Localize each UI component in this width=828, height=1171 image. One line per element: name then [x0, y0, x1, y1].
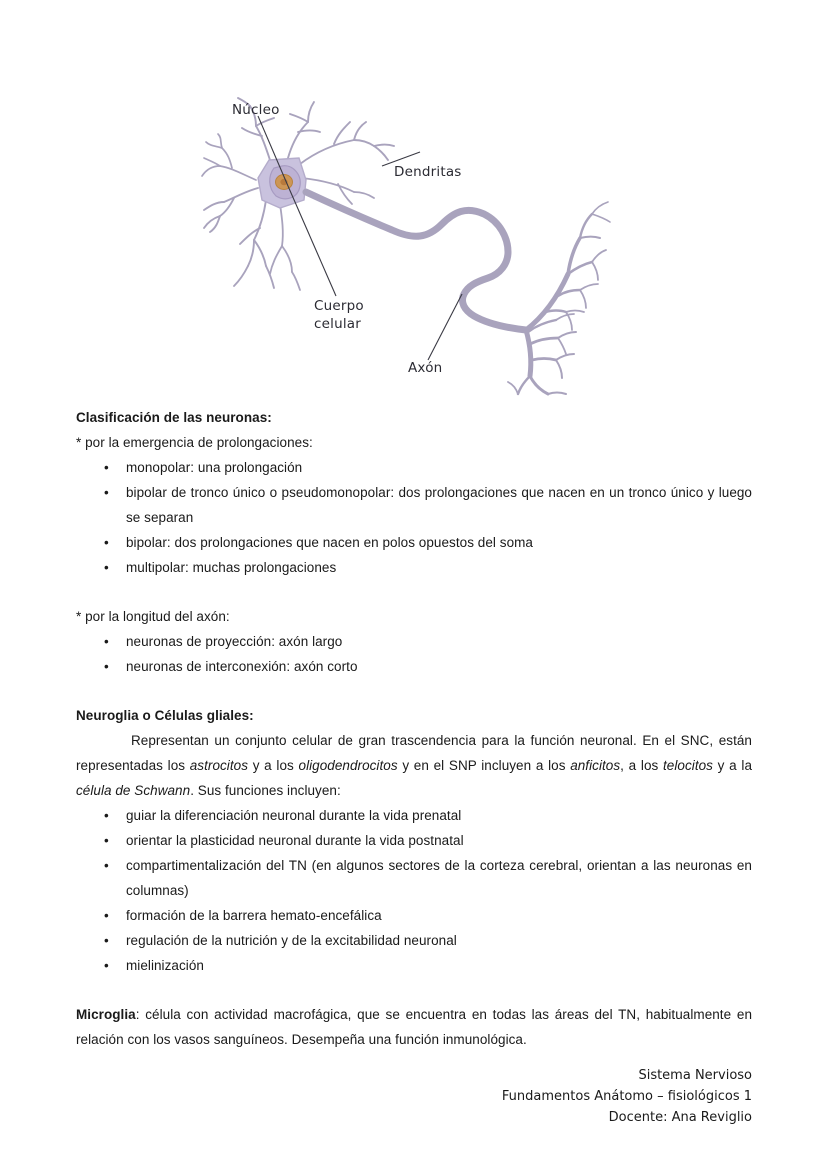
- paragraph-microglia: [76, 1002, 752, 1052]
- leader-line-axon: [428, 294, 462, 360]
- list-item: [76, 629, 752, 654]
- list-item-text: regulación de la nutrición y de la excitabilidad neuronal: [126, 933, 457, 948]
- bullet-glyph: •: [104, 858, 109, 873]
- document-body: [76, 405, 752, 1052]
- bullet-list-emergencia: [76, 455, 752, 580]
- bullet-list-longitud: [76, 629, 752, 679]
- bullet-glyph: •: [104, 659, 109, 674]
- paragraph-part: y a los: [248, 758, 299, 773]
- list-item-text: monopolar: una prolongación: [126, 460, 303, 475]
- paragraph-part: Representan un conjunto celular de gran trascendencia para la función neuronal. En el SNC, están representadas los: [76, 733, 752, 773]
- list-item-text: orientar la plasticidad neuronal durante la vida postnatal: [126, 833, 464, 848]
- list-item: [76, 903, 752, 928]
- subheading-longitud-axon: * por la longitud del axón:: [76, 609, 230, 624]
- paragraph-part: , a los: [620, 758, 663, 773]
- paragraph-part: y en el SNP incluyen a los: [397, 758, 571, 773]
- bullet-list-funciones-gliales: [76, 803, 752, 978]
- list-item-text: neuronas de interconexión: axón corto: [126, 659, 358, 674]
- list-item-text: formación de la barrera hemato-encefálica: [126, 908, 382, 923]
- term-anficitos: anficitos: [570, 758, 621, 773]
- spacer: [76, 679, 752, 703]
- list-item: [76, 803, 752, 828]
- list-item: [76, 480, 752, 530]
- list-item-text: guiar la diferenciación neuronal durante la vida prenatal: [126, 808, 462, 823]
- list-item: [76, 928, 752, 953]
- list-item: [76, 828, 752, 853]
- spacer: [76, 580, 752, 604]
- paragraph-part: : célula con actividad macrofágica, que se encuentra en todas las áreas del TN, habitualmente en relación con los vasos sanguíneos. Desempeña una función inmunológica.: [76, 1007, 752, 1047]
- figure-label-axon: Axón: [408, 360, 443, 376]
- list-item: [76, 530, 752, 555]
- page-footer: [332, 1065, 752, 1128]
- bullet-glyph: •: [104, 634, 109, 649]
- paragraph-part: . Sus funciones incluyen:: [190, 783, 341, 798]
- figure-label-dendrites: Dendritas: [394, 164, 462, 180]
- neuron-illustration: [196, 88, 616, 400]
- bullet-glyph: •: [104, 485, 109, 500]
- bullet-glyph: •: [104, 958, 109, 973]
- subheading-emergencia: * por la emergencia de prolongaciones:: [76, 435, 313, 450]
- list-item-text: neuronas de proyección: axón largo: [126, 634, 343, 649]
- term-astrocitos: astrocitos: [189, 758, 249, 773]
- list-item: [76, 455, 752, 480]
- list-item-text: mielinización: [126, 958, 204, 973]
- spacer: [76, 978, 752, 1002]
- term-oligodendrocitos: oligodendrocitos: [298, 758, 398, 773]
- footer-line-subject: Sistema Nervioso: [638, 1068, 752, 1083]
- paragraph-part: y a la: [712, 758, 752, 773]
- list-item: [76, 654, 752, 679]
- list-item: [76, 555, 752, 580]
- neuron-diagram-figure: [196, 88, 616, 400]
- list-item-text: multipolar: muchas prolongaciones: [126, 560, 337, 575]
- footer-line-course: Fundamentos Anátomo – fisiológicos 1: [501, 1089, 752, 1104]
- bullet-glyph: •: [104, 833, 109, 848]
- list-item: [76, 853, 752, 903]
- bullet-glyph: •: [104, 535, 109, 550]
- list-item-text: compartimentalización del TN (en algunos sectores de la corteza cerebral, orientan a las neuronas en columnas): [126, 858, 752, 898]
- term-microglia: Microglia: [76, 1007, 136, 1022]
- list-item: [76, 953, 752, 978]
- heading-neuroglia: Neuroglia o Células gliales:: [76, 708, 254, 723]
- bullet-glyph: •: [104, 908, 109, 923]
- figure-label-nucleus: Núcleo: [232, 102, 280, 118]
- list-item-text: bipolar de tronco único o pseudomonopolar: dos prolongaciones que nacen en un tronco único y luego se separan: [126, 485, 752, 525]
- term-telocitos: telocitos: [663, 758, 713, 773]
- term-celula-de-schwann: célula de Schwann: [76, 783, 191, 798]
- figure-label-cell-body-line2: celular: [314, 316, 362, 332]
- list-item-text: bipolar: dos prolongaciones que nacen en polos opuestos del soma: [126, 535, 533, 550]
- bullet-glyph: •: [104, 460, 109, 475]
- bullet-glyph: •: [104, 560, 109, 575]
- paragraph-neuroglia: [76, 728, 752, 803]
- heading-clasificacion: Clasificación de las neuronas:: [76, 410, 272, 425]
- figure-label-cell-body-line1: Cuerpo: [314, 298, 364, 314]
- bullet-glyph: •: [104, 808, 109, 823]
- footer-line-instructor: Docente: Ana Reviglio: [608, 1110, 752, 1125]
- bullet-glyph: •: [104, 933, 109, 948]
